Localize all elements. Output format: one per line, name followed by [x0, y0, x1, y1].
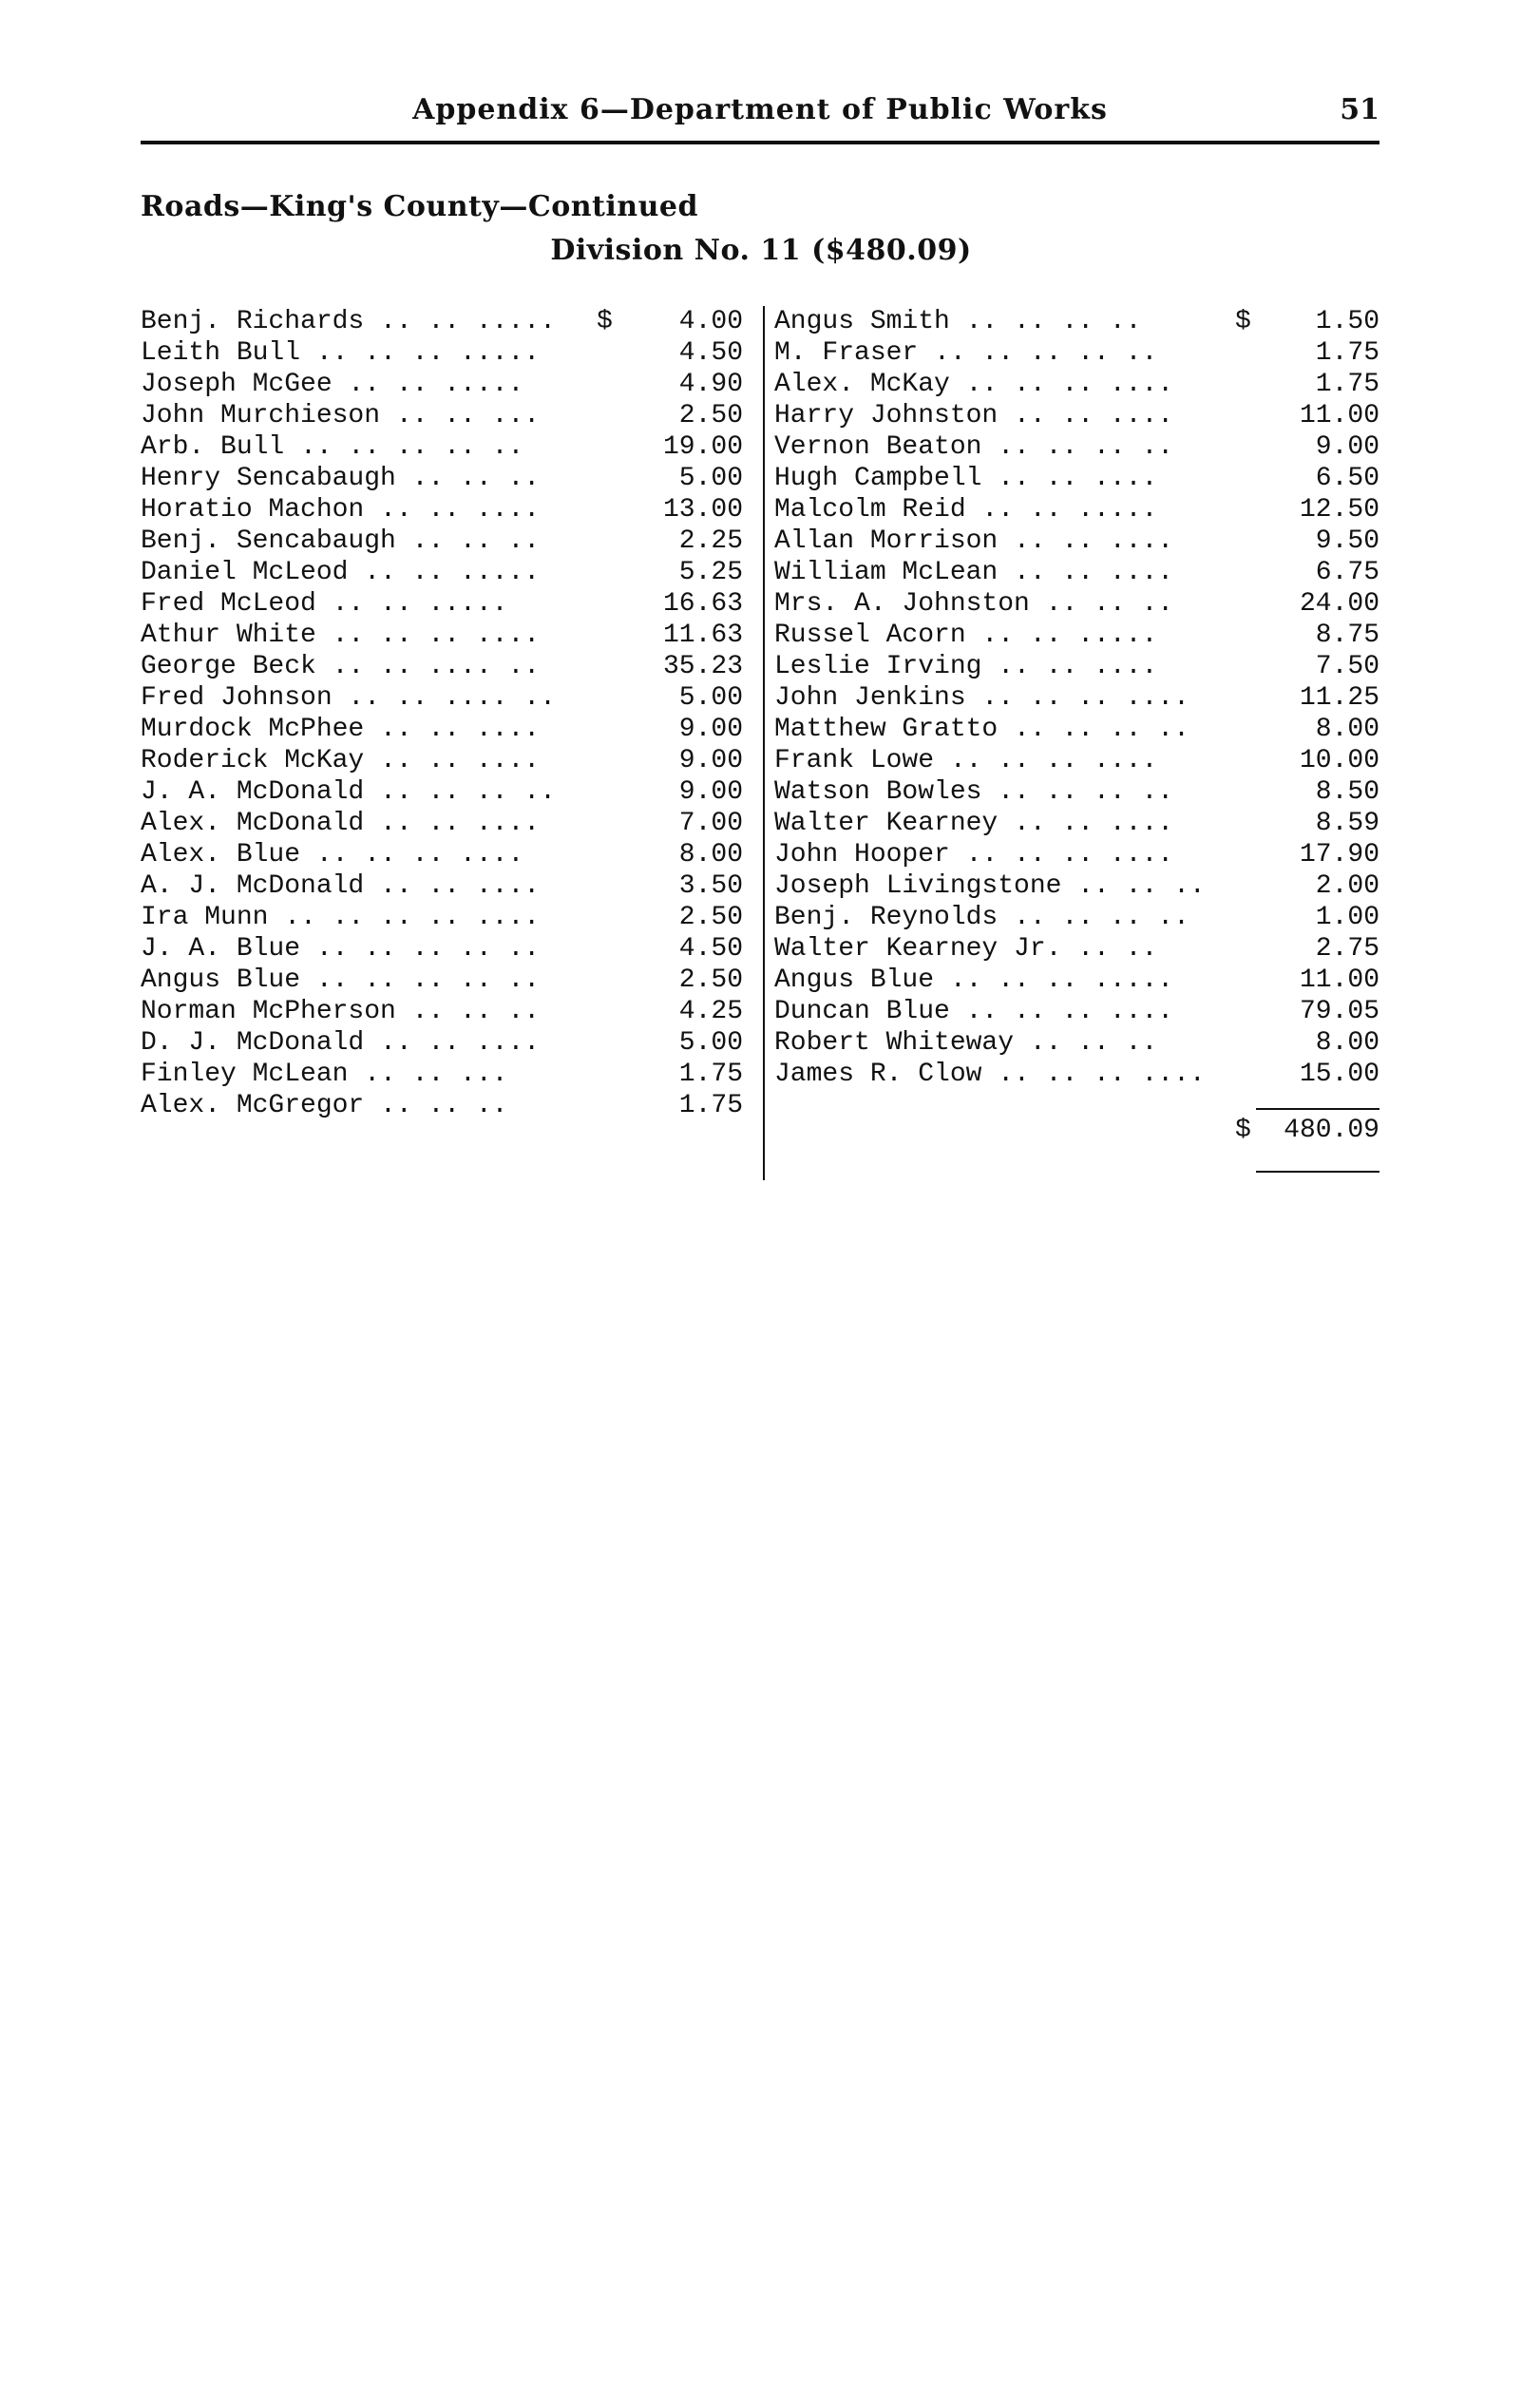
payee-name: Horatio Machon .. .. ....	[141, 495, 541, 525]
payment-amount: 11.00	[1299, 965, 1379, 995]
dollar-sign: $	[597, 307, 613, 336]
payee-name: J. A. McDonald .. .. .. ..	[141, 777, 556, 807]
list-item	[141, 714, 760, 745]
payment-amount: 5.00	[678, 464, 743, 493]
list-item	[774, 682, 1379, 714]
payment-amount: 11.25	[1299, 683, 1379, 713]
column-divider	[763, 306, 765, 1180]
division-title: Division No. 11 ($480.09)	[550, 234, 972, 267]
list-item	[141, 682, 760, 714]
list-item	[141, 431, 760, 463]
payment-amount: 1.75	[678, 1091, 743, 1120]
list-item	[141, 400, 760, 431]
payee-name: Mrs. A. Johnston .. .. ..	[774, 589, 1174, 619]
list-item	[141, 369, 760, 400]
payment-amount: 13.00	[662, 495, 743, 525]
payment-amount: 6.75	[1315, 558, 1379, 587]
payment-amount: 2.25	[678, 526, 743, 556]
payment-amount: 2.50	[678, 903, 743, 932]
list-item	[774, 337, 1379, 369]
right-column	[774, 306, 1379, 1090]
payment-amount: 8.50	[1315, 777, 1379, 807]
payment-amount: 19.00	[662, 432, 743, 462]
payee-name: Harry Johnston .. .. ....	[774, 401, 1174, 430]
payee-name: Duncan Blue .. .. .. ....	[774, 997, 1174, 1026]
payment-amount: 1.00	[1315, 903, 1379, 932]
payment-amount: 8.00	[1315, 715, 1379, 744]
payment-amount: 35.23	[662, 652, 743, 681]
payee-name: Watson Bowles .. .. .. ..	[774, 777, 1174, 807]
list-item	[774, 369, 1379, 400]
list-item	[774, 965, 1379, 996]
list-item	[774, 839, 1379, 870]
section-title: Roads—King's County—Continued	[141, 190, 698, 223]
payee-name: John Hooper .. .. .. ....	[774, 840, 1174, 870]
list-item	[141, 557, 760, 588]
payment-amount: 3.50	[678, 871, 743, 901]
payee-name: Joseph Livingstone .. .. ..	[774, 871, 1206, 901]
payment-amount: 5.00	[678, 1028, 743, 1058]
list-item	[141, 902, 760, 933]
payment-amount: 7.00	[678, 809, 743, 838]
list-item	[774, 620, 1379, 651]
payee-name: Leslie Irving .. .. ....	[774, 652, 1158, 681]
payee-name: Daniel McLeod .. .. .....	[141, 558, 541, 587]
header-title: Appendix 6—Department of Public Works	[412, 93, 1108, 126]
list-item	[774, 996, 1379, 1027]
total-rule-top	[1256, 1108, 1379, 1110]
payee-name: D. J. McDonald .. .. ....	[141, 1028, 541, 1058]
payment-amount: 9.00	[678, 746, 743, 775]
payee-name: Henry Sencabaugh .. .. ..	[141, 464, 541, 493]
payment-amount: 4.25	[678, 997, 743, 1026]
payment-amount: 79.05	[1299, 997, 1379, 1026]
list-item	[774, 463, 1379, 494]
payee-name: Matthew Gratto .. .. .. ..	[774, 715, 1189, 744]
list-item	[774, 588, 1379, 620]
payment-amount: 16.63	[662, 589, 743, 619]
list-item	[141, 463, 760, 494]
payment-amount: 2.00	[1315, 871, 1379, 901]
payment-amount: 9.00	[678, 715, 743, 744]
payment-amount: 9.50	[1315, 526, 1379, 556]
payment-amount: 9.00	[1315, 432, 1379, 462]
list-item	[141, 933, 760, 965]
list-item	[141, 526, 760, 557]
list-item	[774, 902, 1379, 933]
page-header	[141, 93, 1379, 141]
payee-name: William McLean .. .. ....	[774, 558, 1174, 587]
list-item	[141, 494, 760, 526]
payment-amount: 4.50	[678, 934, 743, 964]
list-item	[774, 714, 1379, 745]
payment-amount: 8.59	[1315, 809, 1379, 838]
payee-name: Allan Morrison .. .. ....	[774, 526, 1174, 556]
payee-name: Fred McLeod .. .. .....	[141, 589, 508, 619]
payee-name: Malcolm Reid .. .. .....	[774, 495, 1158, 525]
header-rule	[141, 141, 1379, 144]
list-item	[774, 1027, 1379, 1059]
list-item	[141, 588, 760, 620]
list-item	[141, 965, 760, 996]
list-item	[141, 839, 760, 870]
list-item	[774, 808, 1379, 839]
payment-amount: 6.50	[1315, 464, 1379, 493]
payee-name: Russel Acorn .. .. .....	[774, 621, 1158, 650]
payment-amount: 9.00	[678, 777, 743, 807]
payment-amount: 1.75	[1315, 370, 1379, 399]
payee-name: Frank Lowe .. .. .. ....	[774, 746, 1158, 775]
payment-amount: 1.75	[678, 1060, 743, 1089]
payment-amount: 4.00	[678, 307, 743, 336]
total-row	[1235, 1114, 1379, 1148]
payee-name: George Beck .. .. .... ..	[141, 652, 541, 681]
payment-amount: 8.75	[1315, 621, 1379, 650]
list-item	[774, 651, 1379, 682]
payee-name: Leith Bull .. .. .. .....	[141, 338, 541, 368]
total-dollar-sign: $	[1235, 1116, 1251, 1145]
payment-amount: 2.75	[1315, 934, 1379, 964]
page-number: 51	[1340, 93, 1379, 126]
payee-name: A. J. McDonald .. .. ....	[141, 871, 541, 901]
list-item	[141, 996, 760, 1027]
payment-amount: 2.50	[678, 965, 743, 995]
payee-name: Arb. Bull .. .. .. .. ..	[141, 432, 524, 462]
payee-name: Angus Blue .. .. .. .....	[774, 965, 1174, 995]
list-item	[141, 651, 760, 682]
payment-amount: 12.50	[1299, 495, 1379, 525]
payment-amount: 1.50	[1315, 307, 1379, 336]
payee-name: Athur White .. .. .. ....	[141, 621, 541, 650]
payment-amount: 24.00	[1299, 589, 1379, 619]
list-item	[774, 776, 1379, 808]
payment-amount: 5.00	[678, 683, 743, 713]
total-amount: 480.09	[1284, 1116, 1379, 1145]
list-item	[141, 1059, 760, 1090]
list-item	[141, 870, 760, 902]
payment-amount: 11.63	[662, 621, 743, 650]
payee-name: Murdock McPhee .. .. ....	[141, 715, 541, 744]
list-item	[774, 494, 1379, 526]
payee-name: Benj. Sencabaugh .. .. ..	[141, 526, 541, 556]
payment-amount: 4.90	[678, 370, 743, 399]
payee-name: Alex. McKay .. .. .. ....	[774, 370, 1174, 399]
payment-amount: 1.75	[1315, 338, 1379, 368]
list-item	[774, 306, 1379, 337]
list-item	[141, 808, 760, 839]
payee-name: Joseph McGee .. .. .....	[141, 370, 524, 399]
payee-name: Ira Munn .. .. .. .. ....	[141, 903, 541, 932]
payee-name: Walter Kearney Jr. .. ..	[774, 934, 1158, 964]
payee-name: J. A. Blue .. .. .. .. ..	[141, 934, 541, 964]
payee-name: Finley McLean .. .. ...	[141, 1060, 508, 1089]
list-item	[774, 745, 1379, 776]
payment-amount: 11.00	[1299, 401, 1379, 430]
list-item	[141, 306, 760, 337]
list-item	[774, 526, 1379, 557]
payment-amount: 17.90	[1299, 840, 1379, 870]
total-rule-bottom	[1256, 1171, 1379, 1173]
payee-name: Fred Johnson .. .. .... ..	[141, 683, 556, 713]
list-item	[141, 1027, 760, 1059]
dollar-sign: $	[1235, 307, 1251, 336]
payment-amount: 2.50	[678, 401, 743, 430]
payment-amount: 10.00	[1299, 746, 1379, 775]
payee-name: Norman McPherson .. .. ..	[141, 997, 541, 1026]
payee-name: Angus Smith .. .. .. ..	[774, 307, 1142, 336]
payment-amount: 15.00	[1299, 1060, 1379, 1089]
list-item	[141, 337, 760, 369]
payee-name: John Jenkins .. .. .. ....	[774, 683, 1189, 713]
payee-name: Roderick McKay .. .. ....	[141, 746, 541, 775]
payment-amount: 8.00	[1315, 1028, 1379, 1058]
payee-name: Walter Kearney .. .. ....	[774, 809, 1174, 838]
list-item	[141, 776, 760, 808]
payee-name: Robert Whiteway .. .. ..	[774, 1028, 1158, 1058]
payee-name: Alex. McDonald .. .. ....	[141, 809, 541, 838]
payment-amount: 8.00	[678, 840, 743, 870]
payee-name: John Murchieson .. .. ...	[141, 401, 541, 430]
payee-name: Alex. Blue .. .. .. ....	[141, 840, 524, 870]
list-item	[774, 1059, 1379, 1090]
left-column	[141, 306, 760, 1121]
payee-name: Vernon Beaton .. .. .. ..	[774, 432, 1174, 462]
list-item	[141, 1090, 760, 1121]
list-item	[141, 620, 760, 651]
payee-name: Angus Blue .. .. .. .. ..	[141, 965, 541, 995]
payee-name: Alex. McGregor .. .. ..	[141, 1091, 508, 1120]
payment-amount: 5.25	[678, 558, 743, 587]
list-item	[141, 745, 760, 776]
payment-amount: 7.50	[1315, 652, 1379, 681]
list-item	[774, 870, 1379, 902]
payee-name: Benj. Reynolds .. .. .. ..	[774, 903, 1189, 932]
payee-name: Hugh Campbell .. .. ....	[774, 464, 1158, 493]
list-item	[774, 400, 1379, 431]
payment-amount: 4.50	[678, 338, 743, 368]
payee-name: James R. Clow .. .. .. ....	[774, 1060, 1206, 1089]
list-item	[774, 431, 1379, 463]
payee-name: M. Fraser .. .. .. .. ..	[774, 338, 1158, 368]
list-item	[774, 557, 1379, 588]
list-item	[774, 933, 1379, 965]
payee-name: Benj. Richards .. .. .....	[141, 307, 556, 336]
